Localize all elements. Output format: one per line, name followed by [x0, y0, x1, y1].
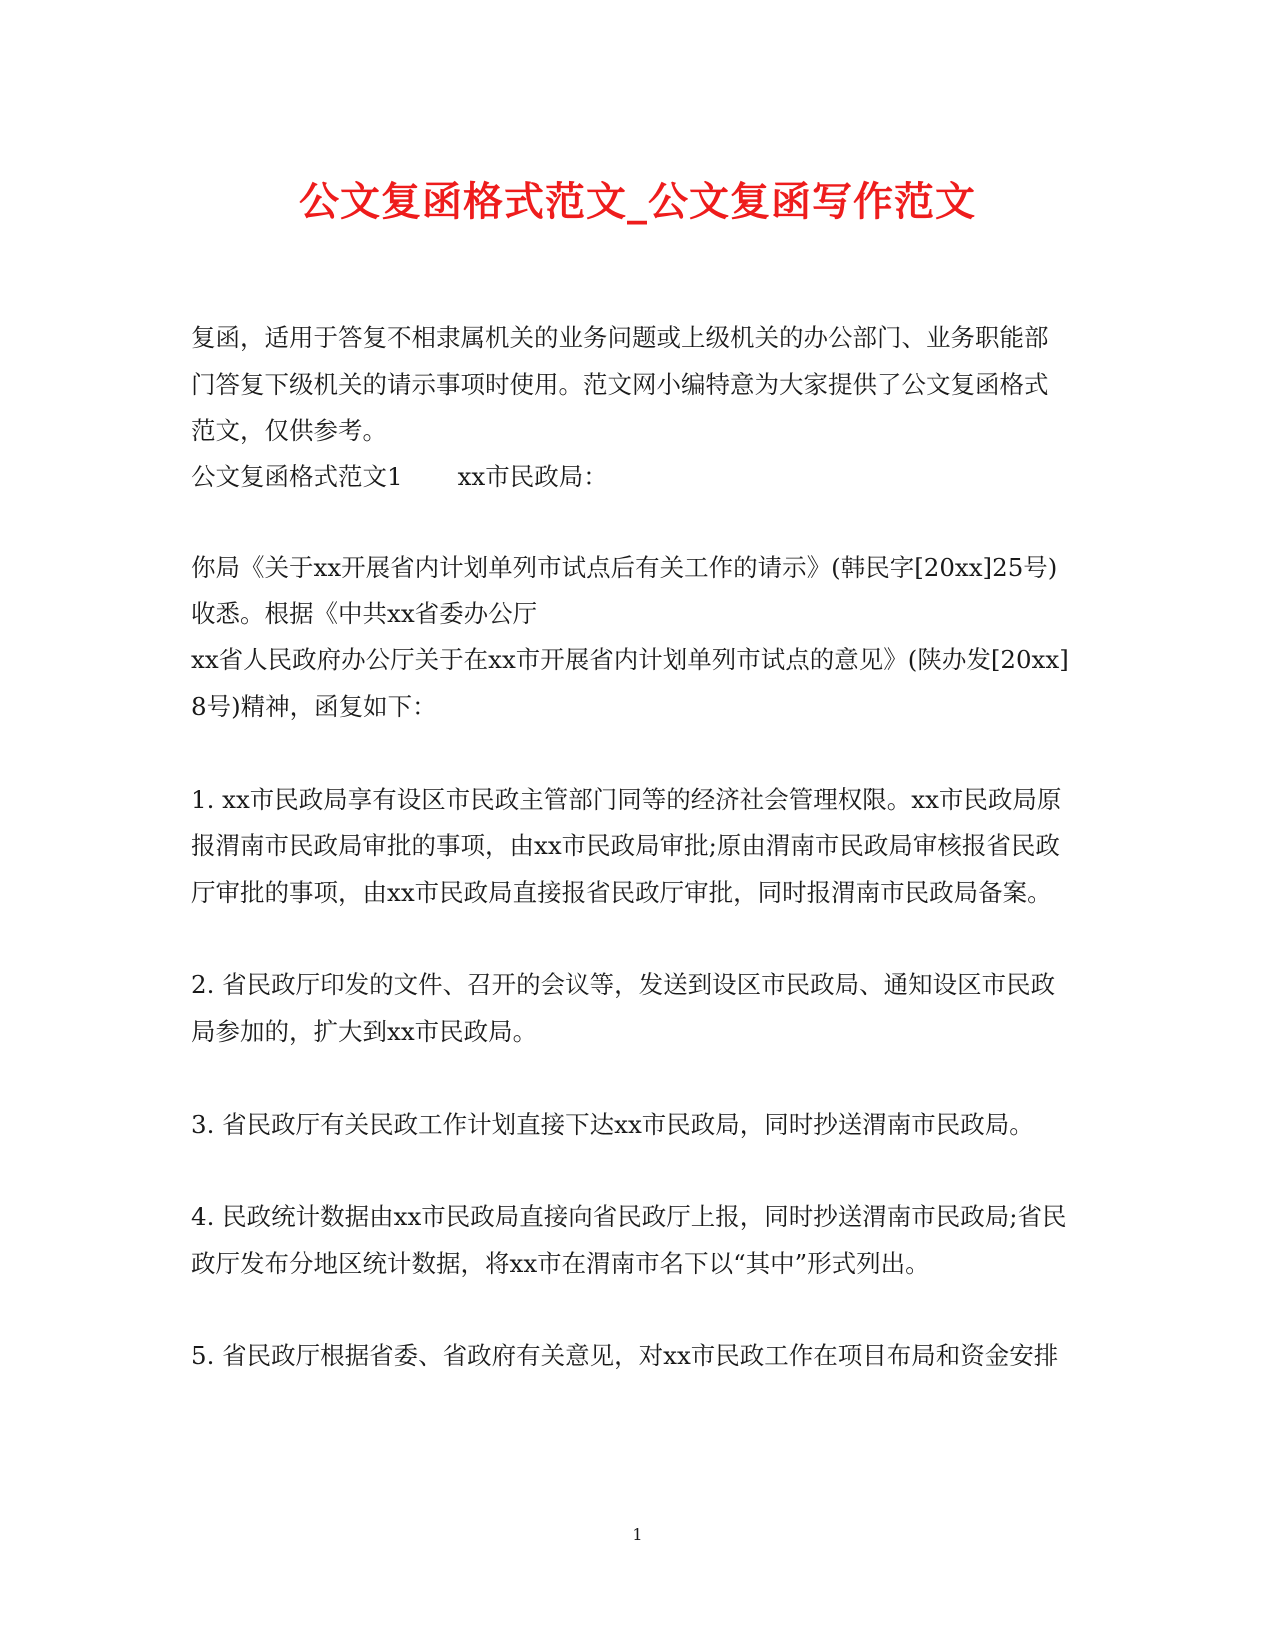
body-line-3: xx省人民政府办公厅关于在xx市开展省内计划单列市试点的意见》(陕办发[20xx]: [191, 645, 1069, 674]
sample-heading-line: [191, 460, 1091, 494]
item-3-line-1: 3. 省民政厅有关民政工作计划直接下达xx市民政局，同时抄送渭南市民政局。: [191, 1110, 1034, 1139]
body-line-4: 8号)精神，函复如下：: [191, 692, 437, 721]
page-number: 1: [632, 1525, 643, 1544]
sample-heading: 公文复函格式范文1: [191, 462, 403, 491]
item-1-line-2: 报渭南市民政局审批的事项，由xx市民政局审批;原由渭南市民政局审核报省民政: [191, 831, 1060, 860]
intro-line-3: 范文，仅供参考。: [191, 416, 387, 445]
item-2-line-1: 2. 省民政厅印发的文件、召开的会议等，发送到设区市民政局、通知设区市民政: [191, 970, 1056, 999]
item-5-line-1: 5. 省民政厅根据省委、省政府有关意见，对xx市民政工作在项目布局和资金安排: [191, 1341, 1059, 1370]
body-line-2: 收悉。根据《中共xx省委办公厅: [191, 599, 538, 628]
item-1-line-3: 厅审批的事项，由xx市民政局直接报省民政厅审批，同时报渭南市民政局备案。: [191, 878, 1052, 907]
item-2-line-2: 局参加的，扩大到xx市民政局。: [191, 1017, 538, 1046]
item-1-line-1: 1. xx市民政局享有设区市民政主管部门同等的经济社会管理权限。xx市民政局原: [191, 785, 1062, 814]
body-line-1: 你局《关于xx开展省内计划单列市试点后有关工作的请示》(韩民字[20xx]25号): [191, 553, 1058, 582]
item-4-line-2: 政厅发布分地区统计数据，将xx市在渭南市名下以“其中”形式列出。: [191, 1249, 930, 1278]
item-4-line-1: 4. 民政统计数据由xx市民政局直接向省民政厅上报，同时抄送渭南市民政局;省民: [191, 1202, 1067, 1231]
intro-line-2: 门答复下级机关的请示事项时使用。范文网小编特意为大家提供了公文复函格式: [191, 370, 1049, 399]
intro-line-1: 复函，适用于答复不相隶属机关的业务问题或上级机关的办公部门、业务职能部: [191, 323, 1049, 352]
document-title: 公文复函格式范文_公文复函写作范文: [299, 178, 976, 225]
recipient: xx市民政局：: [457, 462, 608, 491]
